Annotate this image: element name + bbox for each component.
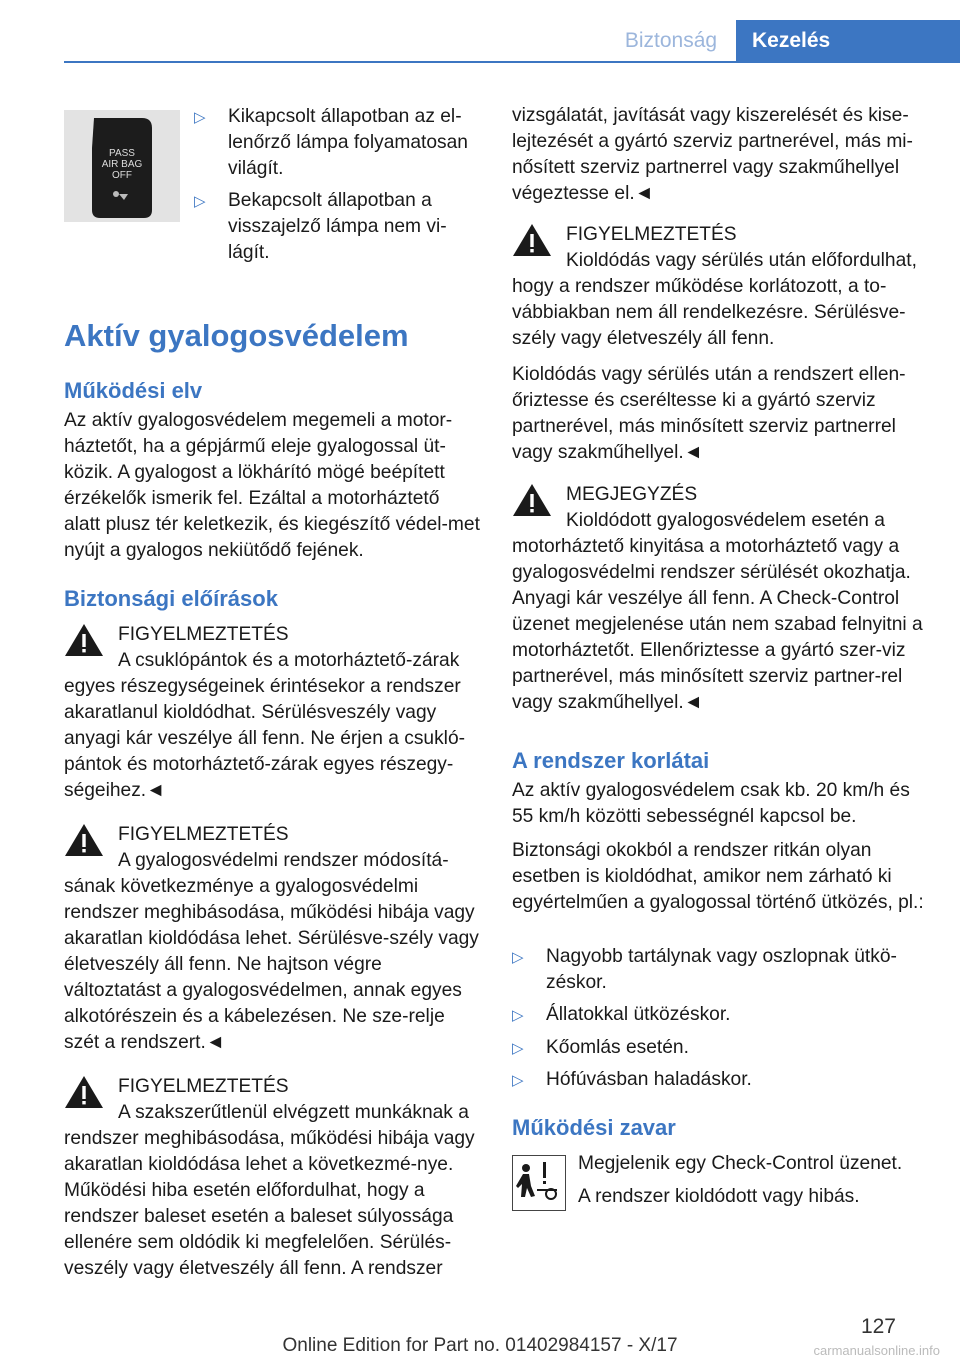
section-text: Az aktív gyalogosvédelem csak kb. 20 km/h és 55 km/h közötti sebességnél kapcsol be. <box>512 780 910 827</box>
list-item: ▷ Kőomlás esetén. <box>512 1035 928 1061</box>
warning-label: FIGYELMEZTETÉS <box>566 224 737 245</box>
footer-edition: Online Edition for Part no. 01402984157 - X/17 <box>282 1335 678 1356</box>
page-title: Aktív gyalogosvédelem <box>64 318 409 353</box>
zavar-line-1: Megjelenik egy Check-Control üzenet. <box>578 1153 903 1174</box>
warning-text: hogy a rendszer működése korlátozott, a to-vábbiakban nem áll rendelkezésre. Sérülésve-szély vagy életveszély áll fenn. <box>512 276 906 349</box>
watermark: carmanualsonline.info <box>813 1343 940 1358</box>
section-heading: Működési elv <box>64 378 203 403</box>
warning-text: rendszer meghibásodása, működési hibája vagy akaratlan kioldódása lehet a következmé-nye. Működési hiba esetén előfordulhat, hogy a rendszer baleset esetén a baleset súlyossága ellenére sem oldódik ki megfelelően. Sérülés-veszély vagy életveszély áll fenn. A rendszer <box>64 1128 475 1279</box>
list-item: ▷ Bekapcsolt állapotban a visszajelző lámpa nem vi-lágít. <box>194 190 447 263</box>
page-number: 127 <box>860 1315 896 1338</box>
continued-text <box>512 103 928 207</box>
triangle-bullet-icon: ▷ <box>512 1072 524 1089</box>
section-heading: Biztonsági előírások <box>64 586 278 611</box>
warning-label: FIGYELMEZTETÉS <box>118 1076 289 1097</box>
off-label: OFF <box>112 170 132 181</box>
list-item: ▷ Nagyobb tartálynak vagy oszlopnak ütkö-zéskor. <box>512 946 897 993</box>
section-korlatai <box>512 748 928 916</box>
warning-block <box>512 222 928 466</box>
pedestrian-protection-icon <box>512 1155 566 1211</box>
section-heading: A rendszer korlátai <box>512 748 710 773</box>
warning-text: sának következménye a gyalogosvédelmi rendszer meghibásodása, működési hibája vagy akaratlan kioldódása lehet. Sérülésve-szély vagy életveszély áll fenn. Ne hajtson végre változtatást a gyalogosvédelmen, annak egyes alkotórészein és a kábelezésen. Ne sze-relje szét a rendszert.◄ <box>64 876 479 1053</box>
section-biztonsagi <box>64 586 480 612</box>
warning-first-line: Kioldódás vagy sérülés után előfordulhat, <box>566 250 917 271</box>
section-text: Az aktív gyalogosvédelem megemeli a motor-háztetőt, ha a gépjármű eleje gyalogossal üt-közik. A gyalogost a lökhárító mögé beépített érzékelők ismerik fel. Ezáltal a motorháztető alatt plusz tér keletkezik, és kiegészítő védel-met nyújt a gyalogos nekiütődő fejének. <box>64 410 480 561</box>
list-item: ▷ Állatokkal ütközéskor. <box>512 1002 928 1028</box>
airbag-switch-graphic <box>64 110 180 222</box>
triangle-bullet-icon: ▷ <box>512 1007 524 1024</box>
header-rule <box>64 61 960 63</box>
warning-first-line: A gyalogosvédelmi rendszer módosítá- <box>118 850 449 871</box>
pass-label: PASS <box>109 148 135 159</box>
zavar-line-2: A rendszer kioldódott vagy hibás. <box>578 1186 860 1207</box>
triangle-bullet-icon: ▷ <box>194 193 206 210</box>
warning-label: FIGYELMEZTETÉS <box>118 824 289 845</box>
warning-icon <box>512 222 552 258</box>
warning-block <box>64 822 480 1056</box>
warning-text-2: Kioldódás vagy sérülés után a rendszert ellen-őriztesse és cseréltesse ki a gyártó szerviz partnerével, más minősített szerviz partnerrel vagy szakműhellyel.◄ <box>512 364 906 463</box>
warning-text: egyes részegységeinek érintésekor a rendszer akaratlanul kioldódhat. Sérülésveszély vagy anyagi kár veszélye áll fenn. Ne érjen a csukló-pántok és motorháztető-zárak egyes részegy-ségeihez.◄ <box>64 676 466 801</box>
warning-icon <box>64 622 104 658</box>
triangle-bullet-icon: ▷ <box>512 949 524 966</box>
triangle-bullet-icon: ▷ <box>194 109 206 126</box>
note-first-line: Kioldódott gyalogosvédelem esetén a <box>566 510 885 531</box>
warning-first-line: A szakszerűtlenül elvégzett munkáknak a <box>118 1102 469 1123</box>
warning-icon <box>64 822 104 858</box>
section-zavar <box>512 1115 928 1141</box>
list-item: ▷ Hófúvásban haladáskor. <box>512 1067 928 1093</box>
airbag-label: AIR BAG <box>101 159 143 170</box>
warning-first-line: A csuklópántok és a motorháztető-zárak <box>118 650 460 671</box>
warning-icon <box>512 482 552 518</box>
airbag-indicator-image <box>64 110 180 222</box>
warning-label: FIGYELMEZTETÉS <box>118 624 289 645</box>
note-label: MEGJEGYZÉS <box>566 484 698 505</box>
tab-biztonsag[interactable]: Biztonság <box>624 29 718 52</box>
note-text: motorháztető kinyitása a motorháztető vagy a gyalogosvédelmi rendszer sérülését okozhatja. Anyagi kár veszélye áll fenn. A Check-Control üzenet megjelenése után nem szabad felnyitni a motorháztetőt. Ellenőriztesse a gyártó szer-viz partnerével, más minősített szerviz partner-rel vagy szakműhellyel.◄ <box>512 536 923 713</box>
warning-block <box>64 1074 480 1282</box>
continued-paragraph: vizsgálatát, javítását vagy kiszerelését és kise-lejtezését a gyártó szerviz partnerével, más mi-nősített szerviz partnerrel vagy szakműhellyel végeztesse el.◄ <box>512 105 913 204</box>
section-heading: Működési zavar <box>512 1115 676 1140</box>
triangle-bullet-icon: ▷ <box>512 1040 524 1057</box>
note-block <box>512 482 928 716</box>
zavar-text <box>578 1151 938 1210</box>
warning-icon <box>64 1074 104 1110</box>
tab-kezeles[interactable]: Kezelés <box>736 20 960 62</box>
section-mukodesi-elv <box>64 378 480 564</box>
section-text: Biztonsági okokból a rendszer ritkán olyan esetben is kioldódhat, amikor nem zárható ki egyértelműen a gyalogossal történő ütközés, pl.: <box>512 840 924 913</box>
warning-block <box>64 622 480 804</box>
list-item: ▷ Kikapcsolt állapotban az el-lenőrző lámpa folyamatosan világít. <box>194 106 468 179</box>
